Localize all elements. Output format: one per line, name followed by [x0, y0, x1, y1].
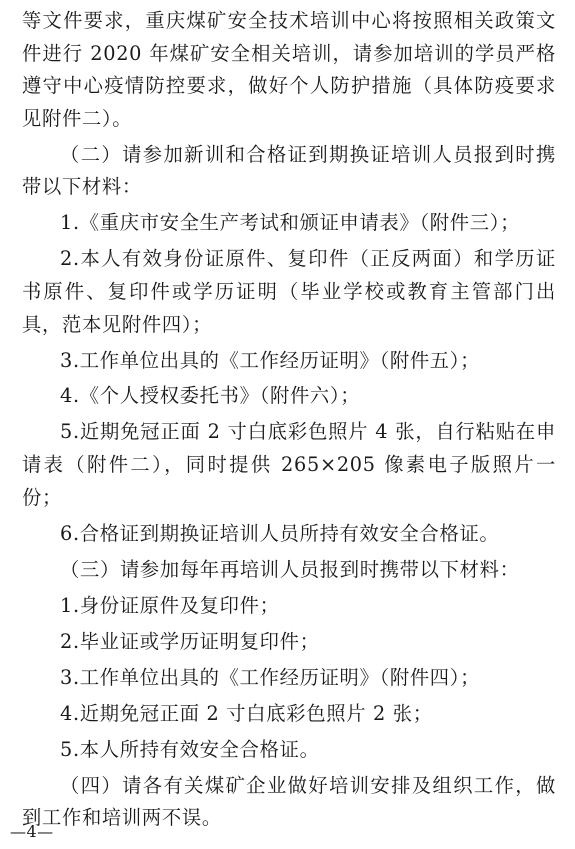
- paragraph-item-2-5: 5.近期免冠正面 2 寸白底彩色照片 4 张，自行粘贴在申请表（附件二），同时提供 265×205 像素电子版照片一份；: [22, 420, 556, 509]
- paragraph-item-3-1: 1.身份证原件及复印件；: [60, 593, 280, 617]
- paragraph-item-2-1: 1.《重庆市安全生产考试和颁证申请表》（附件三）；: [60, 211, 521, 235]
- page-number: —4—: [10, 822, 54, 841]
- paragraph-item-2-6: 6.合格证到期换证培训人员所持有效安全合格证。: [60, 521, 500, 545]
- paragraph-item-3-4: 4.近期免冠正面 2 寸白底彩色照片 2 张；: [60, 701, 433, 725]
- paragraph-item-3-2: 2.毕业证或学历证明复印件；: [60, 629, 320, 653]
- paragraph-item-3-5: 5.本人所持有效安全合格证。: [60, 737, 320, 761]
- paragraph-item-2-4: 4.《个人授权委托书》（附件六）；: [60, 384, 361, 408]
- paragraph-item-3-3: 3.工作单位出具的《工作经历证明》（附件四）；: [60, 665, 481, 689]
- paragraph-intro: 等文件要求，重庆煤矿安全技术培训中心将按照相关政策文件进行 2020 年煤矿安全相关培训，请参加培训的学员严格遵守中心疫情防控要求，做好个人防护措施（具体防疫要求见附件二）。: [22, 9, 556, 130]
- paragraph-section-3-heading: （三）请参加每年再培训人员报到时携带以下材料：: [60, 557, 520, 581]
- document-body: [22, 5, 556, 838]
- paragraph-section-2-heading: （二）请参加新训和合格证到期换证培训人员报到时携带以下材料：: [22, 142, 556, 199]
- paragraph-item-2-2: 2.本人有效身份证原件、复印件（正反两面）和学历证书原件、复印件或学历证明（毕业学校或教育主管部门出具，范本见附件四）；: [22, 247, 556, 336]
- paragraph-item-2-3: 3.工作单位出具的《工作经历证明》（附件五）；: [60, 348, 481, 372]
- paragraph-section-4: （四）请各有关煤矿企业做好培训安排及组织工作，做到工作和培训两不误。: [22, 773, 556, 830]
